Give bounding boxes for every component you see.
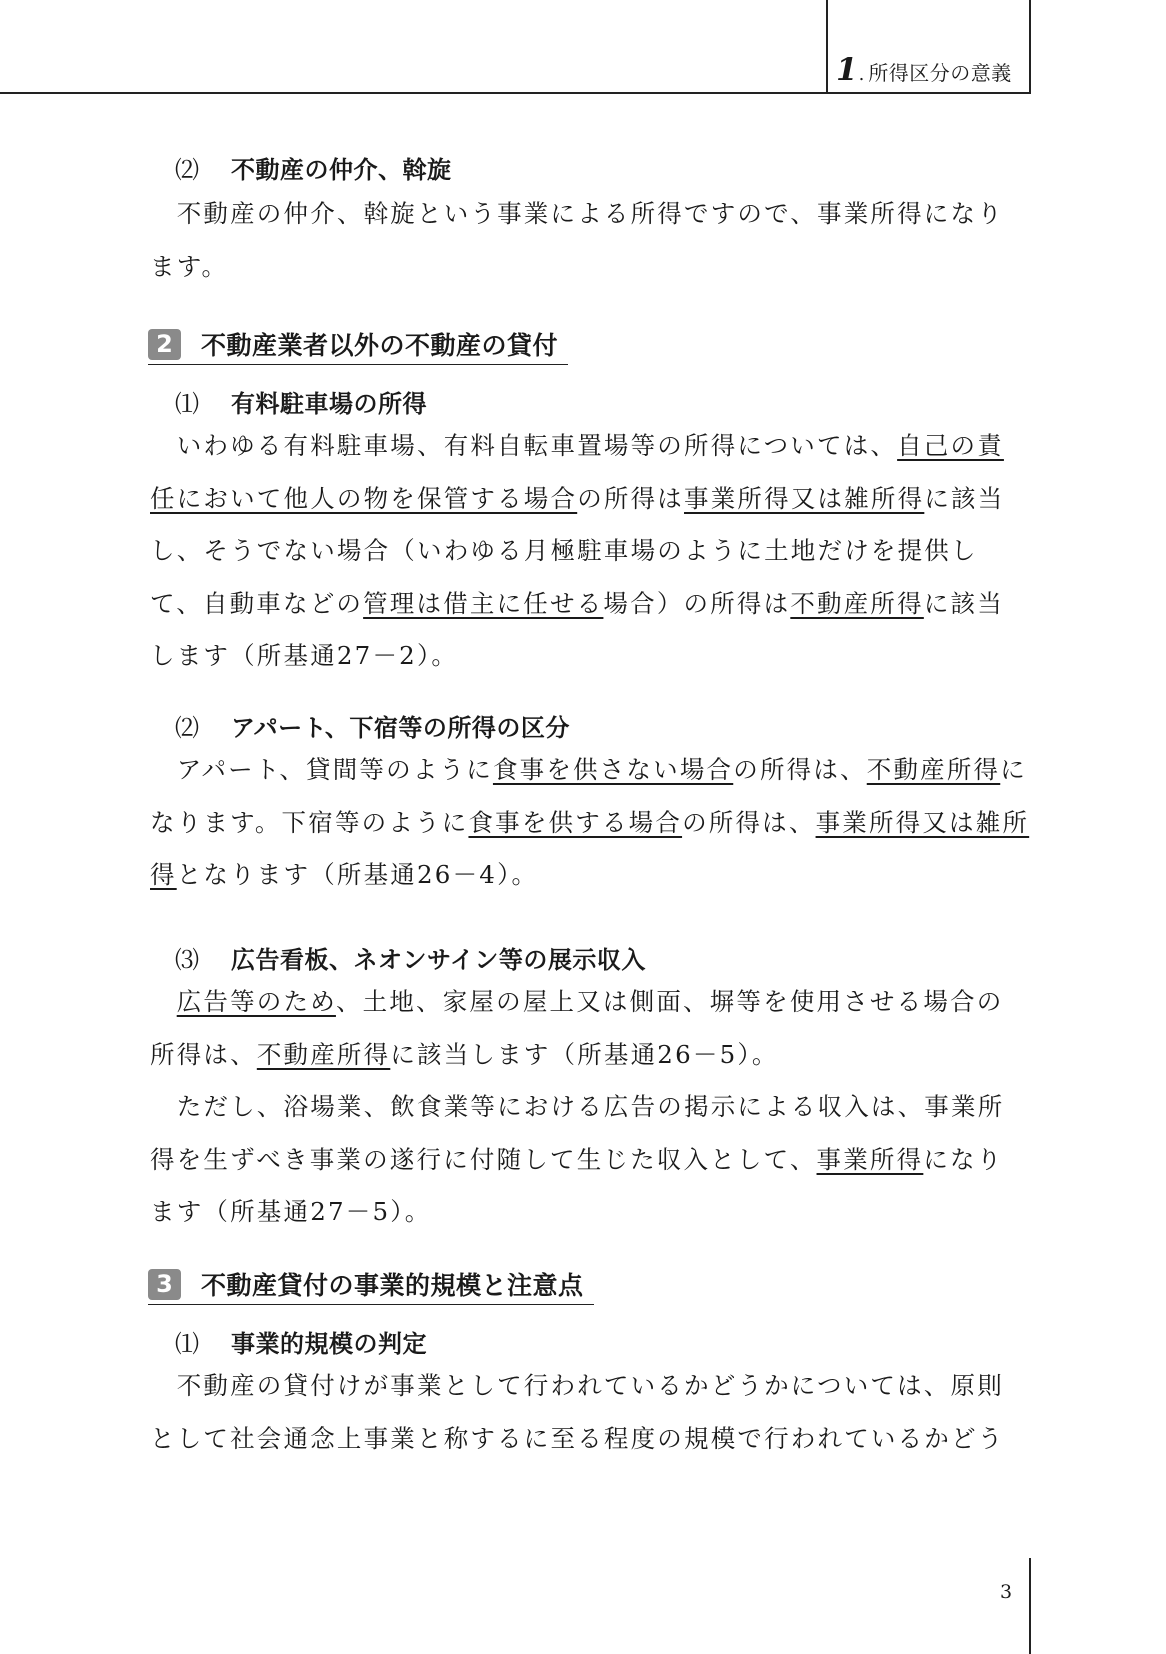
subheading-number: ⑵ [175,714,200,742]
section-badge: 2 [148,329,181,360]
subheading-business-scale [175,1324,427,1359]
text: の所得は、 [733,755,867,784]
header-rule [0,92,1030,94]
underlined-text: 不動産所得 [866,755,1001,784]
underlined-text: 広告等のため [176,987,336,1016]
subheading-signboard [175,940,646,975]
subheading-apartment [175,708,570,743]
chapter-title: 所得区分の意義 [868,61,1012,85]
subheading-number: ⑵ [175,156,200,184]
section-heading-3 [148,1264,594,1305]
text: アパート、貸間等のように [150,755,493,784]
text: 不動産の仲介、斡旋という事業による所得ですので、事業所得になります。 [150,199,1004,281]
paragraph-apartment [150,744,1030,902]
page-number: 3 [1000,1581,1013,1603]
paragraph-brokerage [150,188,1030,293]
text: ただし、浴場業、飲食業等における広告の掲示による収入は、事業所得を生ずべき事業の遂行に付随して生じた収入として、 [150,1092,1005,1174]
text: の所得は、 [682,807,816,837]
section-title: 不動産業者以外の不動産の貸付 [201,331,559,360]
running-header [836,52,1012,88]
text: となります（所基通26－4）。 [176,860,539,889]
text: 場合）の所得は [603,588,791,618]
underlined-text: 事業所得又は雑所得 [684,483,925,513]
chapter-number: 1 [836,52,858,88]
chapter-dot: . [858,64,865,85]
subheading-number: ⑶ [175,946,200,974]
section-title: 不動産貸付の事業的規模と注意点 [201,1271,584,1300]
text: になります（所基通27－5）。 [150,1144,1004,1226]
text: になります。下宿等のように [150,755,1027,837]
text: に該当し、そうでない場合（いわゆる月極駐車場のように土地だけを提供して、自動車などの [150,483,1005,618]
underlined-text: 食事を供する場合 [468,807,683,837]
header-divider-vertical [826,0,828,94]
text: 不動産の貸付けが事業として行われているかどうかについては、原則として社会通念上事業と称するに至る程度の規模で行われているかどう [150,1371,1005,1453]
subheading-title: 広告看板、ネオンサイン等の展示収入 [231,946,646,974]
text: いわゆる有料駐車場、有料自転車置場等の所得については、 [150,431,898,460]
text: に該当します（所基通27－2）。 [150,588,1004,670]
underlined-text: 事業所得又は雑所得 [150,807,1030,889]
subheading-parking [175,384,427,419]
paragraph-signboard [150,976,1030,1239]
underlined-text: 食事を供さない場合 [492,755,734,784]
subheading-number: ⑴ [175,1330,200,1358]
subheading-title: 不動産の仲介、斡旋 [231,156,452,184]
underlined-text: 管理は借主に任せる [363,588,604,618]
subheading-number: ⑴ [175,390,200,418]
underlined-text: 不動産所得 [790,588,924,618]
underlined-text: 不動産所得 [256,1039,391,1069]
header-divider-right [1029,0,1031,94]
underlined-text: 事業所得 [816,1144,924,1174]
subheading-brokerage [175,150,452,185]
text [150,987,177,1016]
underlined-text: 自己の責任において他人の物を保管する場合 [150,431,1004,513]
text: 、土地、家屋の屋上又は側面、塀等を使用させる場合の所得は、 [150,987,1004,1069]
section-heading-2 [148,324,568,365]
paragraph-business-scale [150,1360,1030,1465]
text: の所得は [577,483,685,513]
footer-divider [1029,1558,1031,1654]
subheading-title: アパート、下宿等の所得の区分 [231,714,570,742]
subheading-title: 有料駐車場の所得 [231,390,427,418]
paragraph-parking [150,420,1030,683]
subheading-title: 事業的規模の判定 [231,1330,427,1358]
section-badge: 3 [148,1269,181,1300]
text: に該当します（所基通26－5）。 [390,1039,779,1069]
